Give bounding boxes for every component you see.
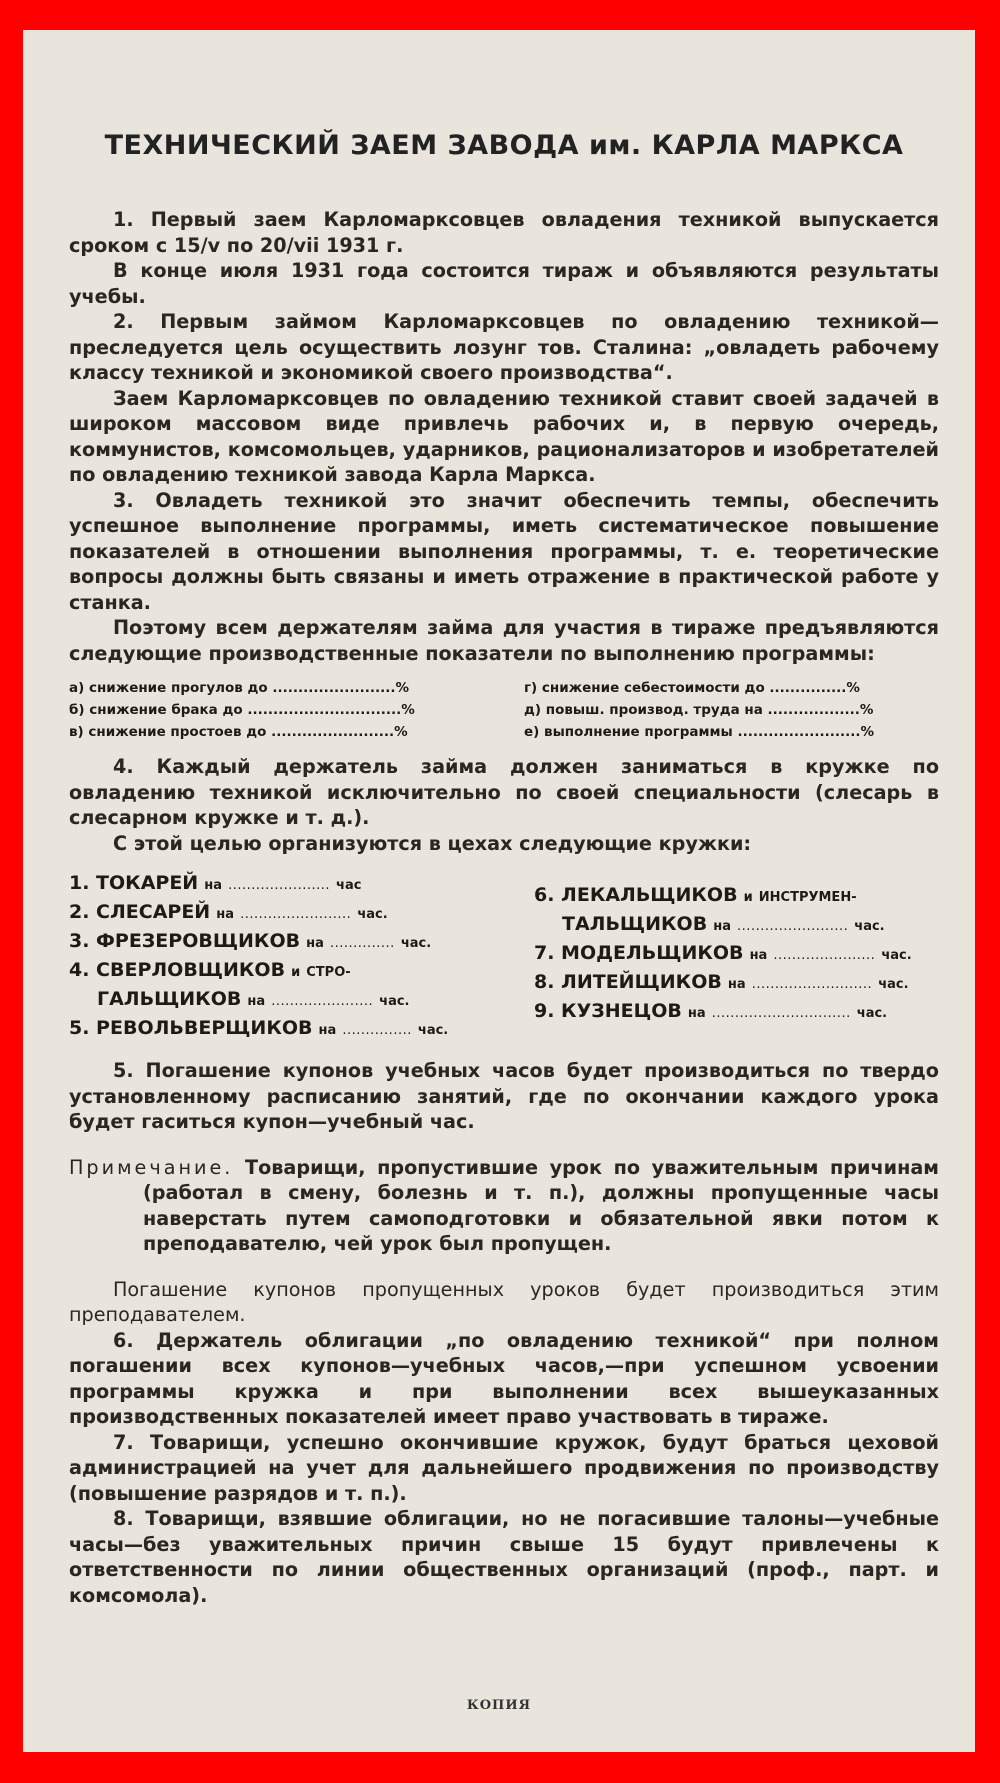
indicator-item: е) выполнение программы ........................% bbox=[524, 724, 875, 740]
paragraph-5: 5. Погашение купонов учебных часов будет производиться по твердо установленному расписанию занятий, где по окончании каждого урока будет гаситься купон—учебный час. bbox=[69, 1059, 939, 1133]
circle-row: 4. СВЕРЛОВЩИКОВ и СТРО- bbox=[69, 959, 351, 981]
note-text: Товарищи, пропустившие урок по уважительным причинам (работал в смену, болезнь и т. п.), должны пропущенные часы наверстать путем самоподготовки и обязательной явки потом к преподавателю, чей урок был пропущен. bbox=[143, 1155, 939, 1255]
circles-right-column bbox=[534, 870, 939, 1044]
note bbox=[69, 1155, 939, 1257]
paragraph-6: 6. Держатель облигации „по овладению техникой“ при полном погашении всех купонов—учебных часов,—при успешном усвоении программы кружка и при выполнении всех вышеуказанных производственных показателей имеет право участвовать в тираже. bbox=[69, 1328, 939, 1428]
indicators-list bbox=[69, 680, 939, 740]
paragraph-2b: Заем Карломарксовцев по овладению техникой ставит своей задачей в широком массовом виде привлечь рабочих и, в первую очередь, коммунистов, комсомольцев, ударников, рационализаторов и изобретателей по овладению техникой завода Карла Маркса. bbox=[69, 386, 939, 486]
indicator-item: б) снижение брака до ..............................% bbox=[69, 702, 415, 718]
paragraph-7: 7. Товарищи, успешно окончившие кружок, будут браться цеховой администрацией на учет для дальнейшего продвижения по производству (повышение разрядов и т. п.). bbox=[69, 1430, 939, 1505]
circle-row: 7. МОДЕЛЬЩИКОВ на ...................... час. bbox=[534, 942, 912, 964]
paragraph-8: 8. Товарищи, взявшие облигации, но не погасившие талоны—учебные часы—без уважительных причин свыше 15 будут привлечены к ответственности по линии общественных организаций (проф., парт. и комсомола). bbox=[69, 1507, 939, 1607]
paragraph-3b: Поэтому всем держателям займа для участия в тираже предъявляются следующие производственные показатели по выполнению программы: bbox=[69, 616, 939, 665]
paragraph-4: 4. Каждый держатель займа должен заниматься в кружке по овладению техникой исключительно по своей специальности (слесарь в слесарном кружке и т. д.). bbox=[69, 755, 939, 829]
circle-row: 1. ТОКАРЕЙ на ...................... час bbox=[69, 872, 362, 894]
paragraph-1: 1. Первый заем Карломарксовцев овладения техникой выпускается сроком с 15/v по 20/vii 1931 г. bbox=[69, 208, 939, 257]
circle-row: ГАЛЬЩИКОВ на ...................... час. bbox=[97, 988, 410, 1010]
circle-row: 8. ЛИТЕЙЩИКОВ на .......................... час. bbox=[534, 971, 909, 993]
paragraph-3: 3. Овладеть техникой это значит обеспечить темпы, обеспечить успешное выполнение программы, иметь систематическое повышение показателей в отношении выполнения программы, т. е. теоретические вопросы должны быть связаны и иметь отражение в практической работе у станка. bbox=[69, 488, 939, 614]
paragraph-5b: Погашение купонов пропущенных уроков будет производиться этим преподавателем. bbox=[69, 1277, 939, 1326]
indicator-item: г) снижение себестоимости до ...............% bbox=[524, 680, 860, 696]
copy-stamp: КОПИЯ bbox=[466, 1698, 532, 1713]
circle-row: 3. ФРЕЗЕРОВЩИКОВ на .............. час. bbox=[69, 930, 432, 952]
paragraph-4b: С этой целью организуются в цехах следующие кружки: bbox=[113, 831, 752, 855]
document-sheet bbox=[23, 30, 975, 1752]
circle-row: 6. ЛЕКАЛЬЩИКОВ и ИНСТРУМЕН- bbox=[534, 884, 857, 906]
document-title: ТЕХНИЧЕСКИЙ ЗАЕМ ЗАВОДА им. КАРЛА МАРКСА bbox=[104, 130, 904, 161]
paragraph-2: 2. Первым займом Карломарксовцев по овладению техникой—преследуется цель осуществить лозунг тов. Сталина: „овладеть рабочему классу техникой и экономикой своего производства“. bbox=[69, 310, 939, 384]
circles-list bbox=[69, 870, 939, 1044]
circle-row: 2. СЛЕСАРЕЙ на ........................ час. bbox=[69, 901, 388, 923]
paragraph-1b: В конце июля 1931 года состоится тираж и объявляются результаты учебы. bbox=[69, 259, 939, 308]
circle-row: 9. КУЗНЕЦОВ на .............................. час. bbox=[534, 1000, 888, 1022]
indicator-item: д) повыш. производ. труда на ..................% bbox=[524, 702, 874, 718]
circles-left-column bbox=[69, 870, 474, 1044]
circle-row: 5. РЕВОЛЬВЕРЩИКОВ на ............... час. bbox=[69, 1017, 449, 1039]
indicator-item: а) снижение прогулов до ........................% bbox=[69, 680, 410, 696]
circle-row: ТАЛЬЩИКОВ на ........................ час. bbox=[562, 913, 885, 935]
indicator-item: в) снижение простоев до ........................% bbox=[69, 724, 408, 740]
note-label: Примечание. bbox=[69, 1155, 234, 1179]
